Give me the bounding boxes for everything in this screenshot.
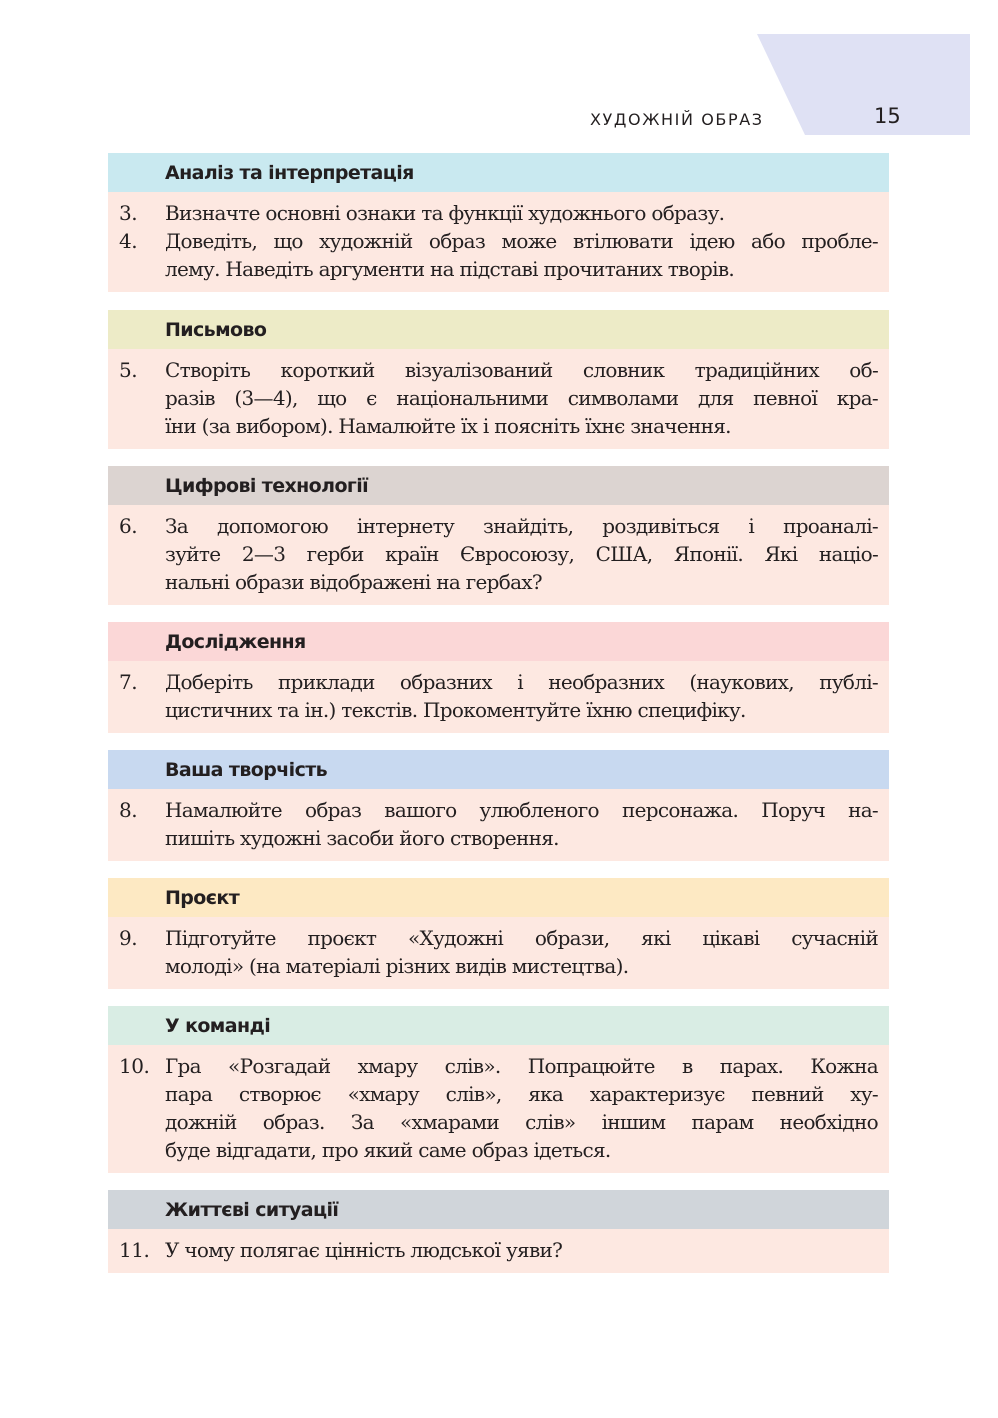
task-text xyxy=(165,512,878,596)
task-text-line: нальні образи відображені на гербах? xyxy=(165,570,542,594)
section-body xyxy=(108,1229,889,1273)
task-text-line: Доведіть, що художній образ може втілювати ідею або пробле- xyxy=(165,229,878,253)
task-text xyxy=(165,796,878,852)
task-section xyxy=(108,1006,889,1173)
task-text-line: Гра «Розгадай хмару слів». Попрацюйте в парах. Кожна xyxy=(165,1054,878,1078)
task-text-line: лему. Наведіть аргументи на підставі прочитаних творів. xyxy=(165,257,735,281)
task-section xyxy=(108,466,889,605)
task-section xyxy=(108,622,889,733)
task-text-line: зуйте 2—3 герби країн Євросоюзу, США, Японії. Які націо- xyxy=(165,542,878,566)
section-body xyxy=(108,1045,889,1173)
task-text xyxy=(165,199,878,227)
task-number: 10. xyxy=(119,1054,150,1078)
task-number: 8. xyxy=(119,798,138,822)
task-text-line: За допомогою інтернету знайдіть, роздивіться і проаналі- xyxy=(165,514,878,538)
running-head: ХУДОЖНІЙ ОБРАЗ xyxy=(590,110,764,129)
task-number: 6. xyxy=(119,514,138,538)
task-text-line: буде відгадати, про який саме образ ідеться. xyxy=(165,1138,611,1162)
task-item xyxy=(108,227,889,283)
task-text xyxy=(165,1236,878,1264)
task-text-line: разів (3—4), що є національними символами для певної кра- xyxy=(165,386,878,410)
task-text-line: Намалюйте образ вашого улюбленого персонажа. Поруч на- xyxy=(165,798,878,822)
task-text-line: У чому полягає цінність людської уяви? xyxy=(165,1238,563,1262)
task-text-line: їни (за вибором). Намалюйте їх і поясніть їхнє значення. xyxy=(165,414,731,438)
section-header: Дослідження xyxy=(108,622,889,661)
task-item xyxy=(108,199,889,227)
section-header: Ваша творчість xyxy=(108,750,889,789)
task-section xyxy=(108,310,889,449)
section-body xyxy=(108,192,889,292)
task-item xyxy=(108,1052,889,1164)
task-section xyxy=(108,153,889,292)
task-text-line: Визначте основні ознаки та функції художнього образу. xyxy=(165,201,725,225)
task-item xyxy=(108,512,889,596)
page-number: 15 xyxy=(874,104,901,128)
task-text xyxy=(165,227,878,283)
section-header: Життєві ситуації xyxy=(108,1190,889,1229)
task-text xyxy=(165,1052,878,1164)
task-text xyxy=(165,668,878,724)
section-body xyxy=(108,505,889,605)
task-number: 9. xyxy=(119,926,138,950)
task-text-line: цистичних та ін.) текстів. Прокоментуйте їхню специфіку. xyxy=(165,698,746,722)
section-body xyxy=(108,349,889,449)
task-text-line: Підготуйте проєкт «Художні образи, які цікаві сучасній xyxy=(165,926,878,950)
task-text-line: молоді» (на матеріалі різних видів мистецтва). xyxy=(165,954,629,978)
section-body xyxy=(108,661,889,733)
task-number: 7. xyxy=(119,670,138,694)
task-item xyxy=(108,796,889,852)
task-section xyxy=(108,878,889,989)
section-header: Аналіз та інтерпретація xyxy=(108,153,889,192)
task-item xyxy=(108,1236,889,1264)
section-header: У команді xyxy=(108,1006,889,1045)
task-text xyxy=(165,356,878,440)
task-item xyxy=(108,924,889,980)
section-header: Цифрові технології xyxy=(108,466,889,505)
task-text-line: Доберіть приклади образних і необразних (наукових, публі- xyxy=(165,670,878,694)
page-corner-tab xyxy=(757,34,970,135)
task-text-line: пара створює «хмару слів», яка характеризує певний ху- xyxy=(165,1082,878,1106)
section-header: Проєкт xyxy=(108,878,889,917)
task-section xyxy=(108,750,889,861)
task-text xyxy=(165,924,878,980)
section-body xyxy=(108,917,889,989)
task-text-line: дожній образ. За «хмарами слів» іншим парам необхідно xyxy=(165,1110,878,1134)
task-item xyxy=(108,668,889,724)
section-body xyxy=(108,789,889,861)
task-text-line: пишіть художні засоби його створення. xyxy=(165,826,559,850)
task-number: 4. xyxy=(119,229,138,253)
section-header: Письмово xyxy=(108,310,889,349)
task-section xyxy=(108,1190,889,1273)
task-item xyxy=(108,356,889,440)
task-number: 11. xyxy=(119,1238,150,1262)
task-number: 3. xyxy=(119,201,138,225)
task-text-line: Створіть короткий візуалізований словник традиційних об- xyxy=(165,358,878,382)
task-number: 5. xyxy=(119,358,138,382)
